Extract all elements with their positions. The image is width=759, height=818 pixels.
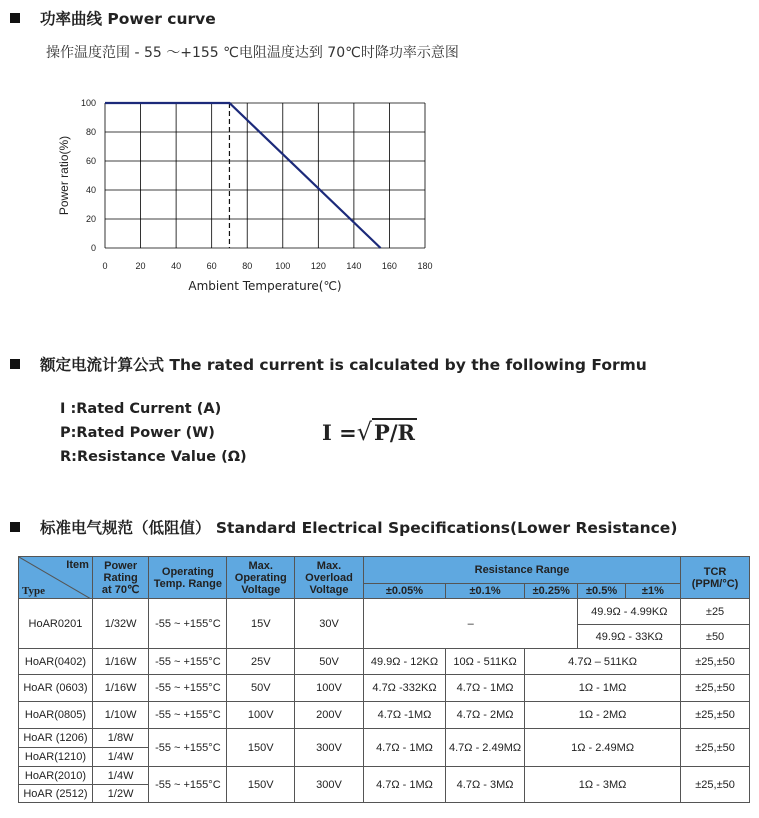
- cell-temp: -55 ~ +155°C: [149, 649, 227, 675]
- cell-range: 4.7Ω – 511KΩ: [525, 649, 681, 675]
- table-row: [19, 767, 750, 785]
- cell-temp: -55 ~ +155°C: [149, 767, 227, 803]
- cell-tcr: ±50: [681, 625, 750, 649]
- square-bullet-icon: [10, 359, 20, 369]
- section-title: 功率曲线 Power curve: [40, 10, 216, 28]
- cell-power: 1/8W: [92, 729, 148, 748]
- cell-temp: -55 ~ +155°C: [149, 702, 227, 729]
- cell-range: 10Ω - 511KΩ: [446, 649, 525, 675]
- cell-tcr: ±25,±50: [681, 702, 750, 729]
- y-tick-label: 0: [90, 243, 96, 253]
- cell-tcr: ±25,±50: [681, 649, 750, 675]
- header-tol-1: ±1%: [625, 584, 680, 599]
- cell-power: 1/2W: [92, 785, 148, 803]
- header-tol-025: ±0.25%: [525, 584, 578, 599]
- cell-range: 1Ω - 3MΩ: [525, 767, 681, 803]
- cell-power: 1/16W: [92, 649, 148, 675]
- cell-tcr: ±25,±50: [681, 767, 750, 803]
- cell-op-voltage: 100V: [227, 702, 295, 729]
- square-bullet-icon: [10, 522, 20, 532]
- header-tol-05: ±0.5%: [578, 584, 625, 599]
- cell-type: HoAR(0805): [19, 702, 93, 729]
- cell-power: 1/4W: [92, 748, 148, 767]
- cell-range: 4.7Ω - 3MΩ: [446, 767, 525, 803]
- x-tick-label: 140: [346, 261, 362, 271]
- cell-range: 49.9Ω - 12KΩ: [363, 649, 445, 675]
- cell-ov-voltage: 300V: [295, 767, 364, 803]
- section-specifications-heading: [10, 516, 677, 538]
- x-tick-label: 80: [242, 261, 253, 271]
- x-tick-label: 100: [275, 261, 291, 271]
- x-tick-label: 20: [135, 261, 146, 271]
- y-tick-label: 80: [85, 127, 96, 137]
- y-tick-label: 60: [85, 156, 96, 166]
- cell-type: HoAR(0402): [19, 649, 93, 675]
- definition-resistance: R:Resistance Value (Ω): [60, 449, 247, 465]
- x-tick-label: 0: [102, 261, 108, 271]
- header-operating-temp: Operating Temp. Range: [149, 557, 227, 599]
- cell-power: 1/10W: [92, 702, 148, 729]
- x-tick-label: 120: [310, 261, 326, 271]
- operating-range-note: 操作温度范围 - 55 ～+155 ℃电阻温度达到 70℃时降功率示意图: [46, 45, 459, 61]
- specifications-table: [18, 556, 750, 803]
- cell-temp: -55 ~ +155°C: [149, 729, 227, 767]
- x-tick-label: 160: [381, 261, 397, 271]
- cell-tcr: ±25,±50: [681, 675, 750, 702]
- derating-curve: [105, 103, 381, 248]
- cell-type: HoAR (1206): [19, 729, 93, 748]
- cell-range-none: –: [363, 599, 578, 649]
- header-item-type: [19, 557, 93, 599]
- cell-type: HoAR0201: [19, 599, 93, 649]
- cell-range: 49.9Ω - 4.99KΩ: [578, 599, 681, 625]
- section-title: 标准电气规范（低阻值） Standard Electrical Specifications(Lower Resistance): [40, 519, 678, 537]
- header-type-label: Type: [22, 585, 46, 597]
- cell-type: HoAR(1210): [19, 748, 93, 767]
- header-item-label: Item: [66, 559, 89, 571]
- cell-op-voltage: 150V: [227, 729, 295, 767]
- x-tick-label: 180: [417, 261, 433, 271]
- cell-tcr: ±25,±50: [681, 729, 750, 767]
- cell-range: 1Ω - 2.49MΩ: [525, 729, 681, 767]
- header-max-operating-voltage: Max. Operating Voltage: [227, 557, 295, 599]
- formula-lhs: I =: [322, 420, 357, 445]
- x-tick-label: 60: [206, 261, 217, 271]
- cell-op-voltage: 15V: [227, 599, 295, 649]
- table-row: [19, 649, 750, 675]
- y-tick-label: 100: [80, 98, 96, 108]
- cell-range: 4.7Ω - 1MΩ: [363, 767, 445, 803]
- table-row: [19, 729, 750, 748]
- cell-tcr: ±25: [681, 599, 750, 625]
- header-resistance-range: Resistance Range: [363, 557, 680, 584]
- cell-type: HoAR (2512): [19, 785, 93, 803]
- header-tol-01: ±0.1%: [446, 584, 525, 599]
- x-axis-label: Ambient Temperature(℃): [188, 279, 342, 293]
- table-row: [19, 599, 750, 625]
- table-row: [19, 675, 750, 702]
- cell-range: 49.9Ω - 33KΩ: [578, 625, 681, 649]
- cell-range: 4.7Ω - 2.49MΩ: [446, 729, 525, 767]
- section-title: 额定电流计算公式 The rated current is calculated by the following Formu: [40, 356, 647, 374]
- cell-ov-voltage: 50V: [295, 649, 364, 675]
- cell-temp: -55 ~ +155°C: [149, 599, 227, 649]
- cell-op-voltage: 150V: [227, 767, 295, 803]
- cell-ov-voltage: 30V: [295, 599, 364, 649]
- rated-current-formula: [322, 418, 417, 446]
- cell-type: HoAR (0603): [19, 675, 93, 702]
- formula-radicand: P/R: [374, 420, 415, 445]
- cell-range: 4.7Ω - 1MΩ: [363, 729, 445, 767]
- sqrt-sign-icon: √: [356, 418, 373, 446]
- cell-power: 1/32W: [92, 599, 148, 649]
- cell-ov-voltage: 200V: [295, 702, 364, 729]
- header-max-overload-voltage: Max. Overload Voltage: [295, 557, 364, 599]
- cell-op-voltage: 25V: [227, 649, 295, 675]
- square-bullet-icon: [10, 13, 20, 23]
- cell-range: 4.7Ω - 1MΩ: [446, 675, 525, 702]
- y-axis-label: Power ratio(%): [57, 135, 71, 216]
- cell-range: 4.7Ω - 2MΩ: [446, 702, 525, 729]
- x-tick-label: 40: [171, 261, 182, 271]
- table-row: [19, 702, 750, 729]
- cell-temp: -55 ~ +155°C: [149, 675, 227, 702]
- cell-type: HoAR(2010): [19, 767, 93, 785]
- y-tick-label: 20: [85, 214, 96, 224]
- cell-op-voltage: 50V: [227, 675, 295, 702]
- cell-range: 1Ω - 1MΩ: [525, 675, 681, 702]
- power-curve-chart: [0, 88, 460, 303]
- header-tol-005: ±0.05%: [363, 584, 445, 599]
- cell-ov-voltage: 100V: [295, 675, 364, 702]
- cell-range: 4.7Ω -1MΩ: [363, 702, 445, 729]
- header-tcr: TCR (PPM/°C): [681, 557, 750, 599]
- definition-power: P:Rated Power (W): [60, 425, 215, 441]
- definition-current: I :Rated Current (A): [60, 401, 222, 417]
- cell-ov-voltage: 300V: [295, 729, 364, 767]
- section-power-curve-heading: [10, 7, 216, 29]
- cell-range: 4.7Ω -332KΩ: [363, 675, 445, 702]
- y-tick-label: 40: [85, 185, 96, 195]
- cell-power: 1/4W: [92, 767, 148, 785]
- section-rated-current-heading: [10, 353, 647, 375]
- header-power-rating: Power Rating at 70℃: [92, 557, 148, 599]
- cell-power: 1/16W: [92, 675, 148, 702]
- cell-range: 1Ω - 2MΩ: [525, 702, 681, 729]
